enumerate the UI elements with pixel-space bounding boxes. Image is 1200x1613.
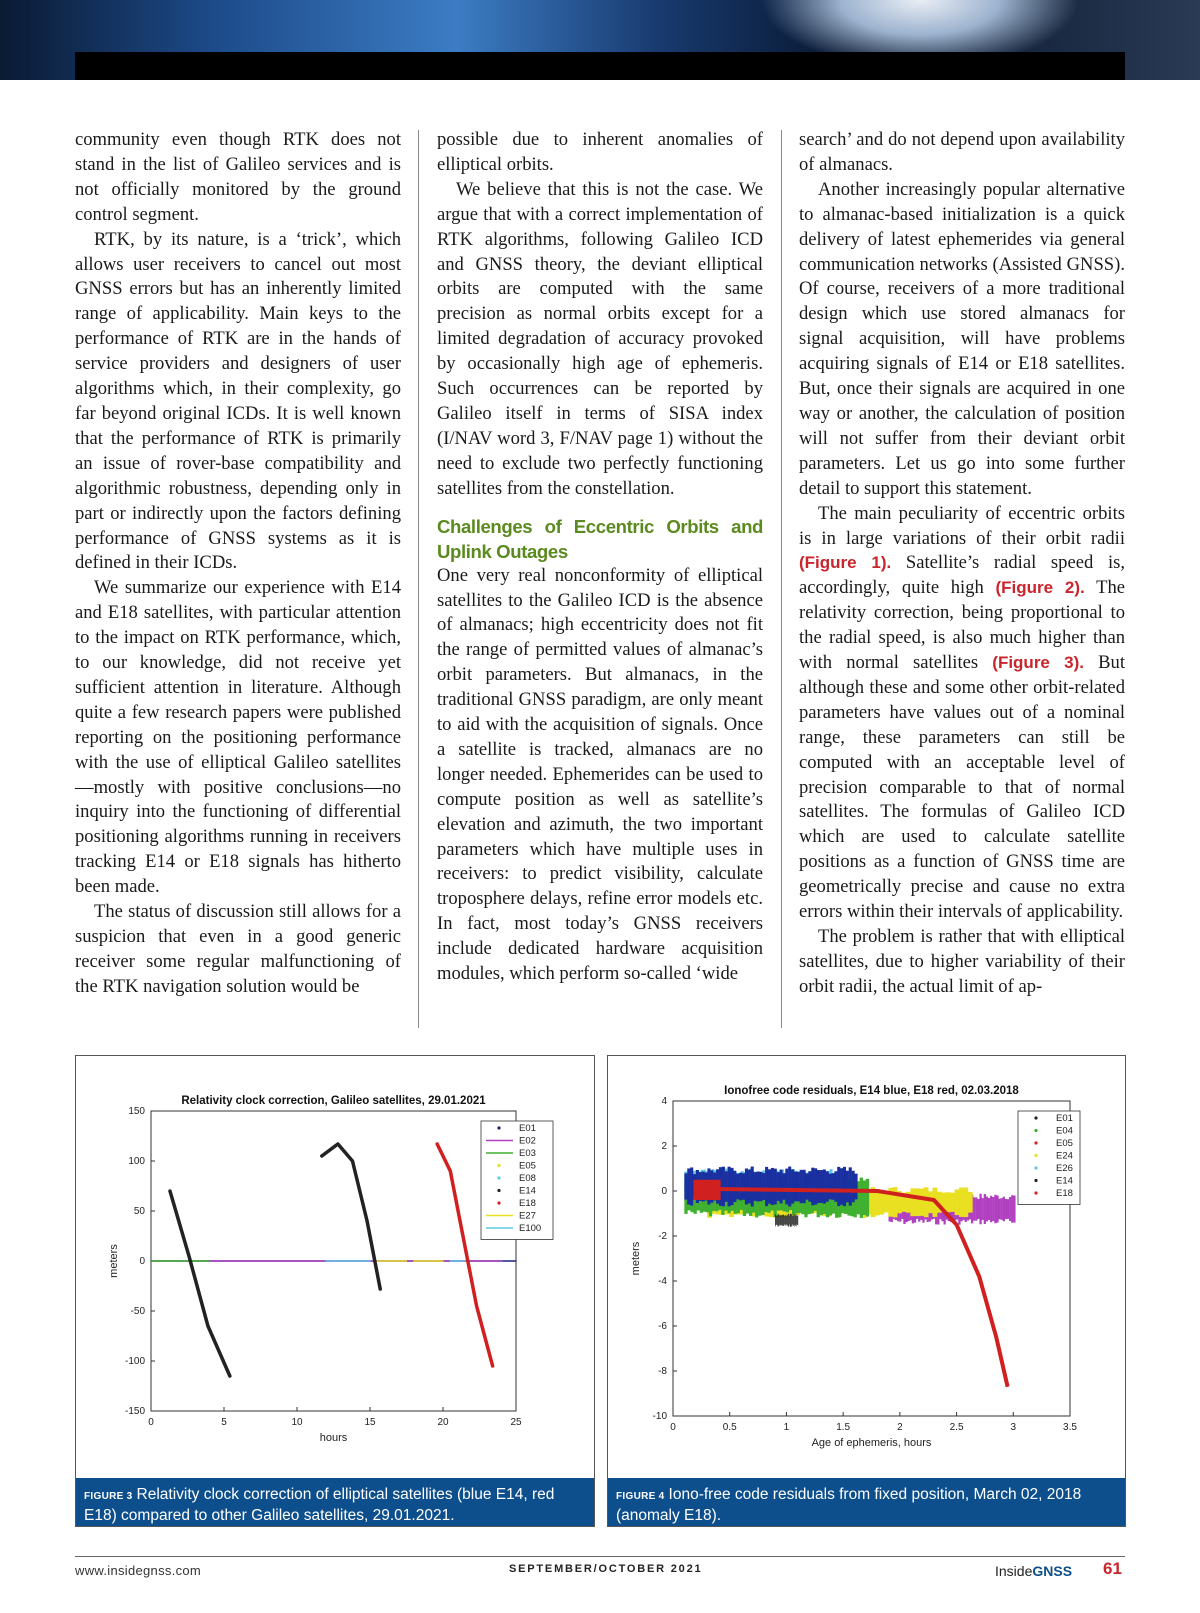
scatter-bar-E24 bbox=[959, 1188, 964, 1217]
figure-4-caption bbox=[608, 1478, 1125, 1526]
y-tick-label: -4 bbox=[658, 1276, 667, 1287]
brand-prefix: Inside bbox=[995, 1563, 1033, 1579]
scatter-bar-E02 bbox=[998, 1199, 1000, 1220]
scatter-bar-E14 bbox=[751, 1167, 754, 1207]
scatter-bar-E14 bbox=[765, 1167, 768, 1206]
scatter-bar-E14 bbox=[774, 1169, 777, 1205]
figure-4 bbox=[607, 1055, 1126, 1527]
scatter-bar-E02 bbox=[990, 1196, 992, 1222]
brand-suffix: GNSS bbox=[1032, 1563, 1073, 1579]
scatter-bar-E14 bbox=[788, 1167, 791, 1207]
scatter-bar-E02 bbox=[992, 1197, 994, 1221]
caption-text: Relativity clock correction of elliptical satellites (blue E14, red E18) compared to other Galileo satellites, 29.01.2021. bbox=[84, 1486, 555, 1524]
y-axis-label: meters bbox=[630, 1241, 642, 1276]
scatter-bar-E14 bbox=[794, 1172, 797, 1202]
x-tick-label: 2.5 bbox=[949, 1422, 964, 1433]
y-tick-label: 2 bbox=[661, 1141, 667, 1152]
scatter-bar-E24 bbox=[915, 1188, 920, 1216]
x-tick-label: 1.5 bbox=[836, 1422, 851, 1433]
y-tick-label: 0 bbox=[139, 1256, 145, 1267]
scatter-bar-E02 bbox=[1013, 1195, 1015, 1222]
scatter-bar-E14 bbox=[690, 1167, 693, 1205]
figure-3-link[interactable]: (Figure 3). bbox=[992, 653, 1084, 673]
x-axis-label: Age of ephemeris, hours bbox=[811, 1437, 932, 1449]
column-divider bbox=[781, 130, 782, 1028]
caption-text: Iono-free code residuals from fixed position, March 02, 2018 (anomaly E18). bbox=[616, 1486, 1082, 1524]
scatter-bar-E02 bbox=[1011, 1195, 1013, 1222]
scatter-bar-E02 bbox=[984, 1194, 986, 1224]
figure-label: FIGURE 4 bbox=[616, 1491, 665, 1502]
scatter-bar-E02 bbox=[1007, 1199, 1009, 1219]
scatter-bar-E14 bbox=[808, 1171, 811, 1202]
x-tick-label: 3.5 bbox=[1063, 1422, 1077, 1433]
scatter-bar-E14 bbox=[849, 1167, 852, 1205]
x-tick-label: 1 bbox=[783, 1422, 790, 1433]
scatter-bar-E14 bbox=[725, 1171, 728, 1201]
paragraph: Another increasingly popular alternative to almanac-based initialization is a quick delivery of latest ephemerides via general communication networks (Assisted GNSS). Of course, receivers of a more traditional design which use stored almanacs for signal acquisition, will have problems acquiring signals of E14 or E18 satellites. But, once their signals are acquired in one way or another, the calculation of position will not suffer from their deviant orbit parameters. Let us go into some further detail to support this statement. bbox=[799, 178, 1125, 499]
paragraph: The problem is rather that with elliptical satellites, due to higher variability of their orbit radii, the actual limit of ap- bbox=[799, 926, 1125, 997]
scatter-bar-E14 bbox=[791, 1169, 794, 1203]
scatter-bar-E02 bbox=[986, 1197, 988, 1222]
legend-entry: E18 bbox=[1056, 1188, 1073, 1199]
scatter-bar-E14 bbox=[843, 1167, 846, 1206]
series-E18-cluster bbox=[693, 1180, 720, 1200]
scatter-bar-E14 bbox=[771, 1168, 774, 1205]
legend-entry: E01 bbox=[1056, 1113, 1073, 1124]
scatter-bar-E14 bbox=[780, 1170, 783, 1204]
legend-entry: E27 bbox=[519, 1210, 536, 1222]
scatter-bar-E24 bbox=[968, 1192, 973, 1213]
scatter-bar-E14 bbox=[742, 1173, 745, 1199]
legend-entry: E05 bbox=[1056, 1138, 1073, 1149]
y-tick-label: -8 bbox=[658, 1366, 667, 1377]
scatter-bar-E14 bbox=[739, 1173, 742, 1201]
text-run: But although these and some other orbit-related parameters have values out of a nominal range, these parameters can still be computed with an acceptable level of precision comparable to that of normal satellites. The formulas of Galileo ICD which are used to calculate satellite positions as a function of GNSS time are geometrically precise and cause no extra errors within their intervals of applicability. bbox=[799, 652, 1126, 923]
x-tick-label: 10 bbox=[291, 1417, 303, 1428]
paragraph: We believe that this is not the case. We argue that with a correct implementation of RTK algorithms, following Galileo ICD and GNSS theory, the deviant elliptical orbits are computed with the same precision as normal orbits except for a limited degradation of accuracy provoked by occasionally high age of ephemeris. Such occurrences can be reported by Galileo itself in terms of SISA index (I/NAV word 3, F/NAV page 1) without the need to exclude two perfectly functioning satellites from the constellation. bbox=[437, 178, 763, 499]
iono-free-residuals-chart bbox=[608, 1056, 1125, 1476]
text-run: The relativity correction, being proportional to the radial speed, is also much higher than with normal satellites bbox=[799, 577, 1126, 674]
scatter-bar-E24 bbox=[963, 1187, 968, 1217]
paragraph: We summarize our experience with E14 and E18 satellites, with particular attention to the impact on RTK performance, which, to our knowledge, did not receive yet sufficient attention in literature. Although quite a few research papers were published reporting on the positioning performance with the use of elliptical Galileo satellites—mostly with positive conclusions—no inquiry into the functioning of differential positioning algorithms running in receivers tracking E14 or E18 signals has hitherto been made. bbox=[75, 577, 401, 898]
scatter-bar-E14 bbox=[797, 1172, 800, 1202]
y-tick-label: -50 bbox=[130, 1306, 145, 1317]
figure-1-link[interactable]: (Figure 1). bbox=[799, 553, 892, 573]
scatter-bar-E14 bbox=[745, 1168, 748, 1204]
x-tick-label: 15 bbox=[364, 1417, 376, 1428]
scatter-bar-E24 bbox=[924, 1187, 929, 1217]
scatter-bar-E24 bbox=[928, 1191, 933, 1213]
relativity-correction-chart bbox=[76, 1056, 594, 1476]
scatter-bar-E02 bbox=[975, 1197, 977, 1220]
paragraph: One very real nonconformity of elliptical satellites to the Galileo ICD is the absence of almanacs; high eccentricity does not fit the range of permitted values of almanac’s orbit parameters. But almanacs, in the traditional GNSS paradigm, are only meant to aid with the acquisition of signals. Once a satellite is tracked, almanacs are no longer needed. Ephemerides can be used to compute position as well as satellite’s elevation and azimuth, the two important parameters which have multiple uses in receivers: to predict visibility, calculate troposphere delays, refine error models etc. In fact, most today’s GNSS receivers include dedicated hardware acquisition modules, which perform so-called ‘wide bbox=[437, 564, 763, 985]
figure-label: FIGURE 3 bbox=[84, 1491, 133, 1502]
scatter-bar-E24 bbox=[946, 1192, 951, 1212]
scatter-bar-E14 bbox=[846, 1171, 849, 1203]
scatter-bar-E14 bbox=[800, 1170, 803, 1203]
scatter-bar-E24 bbox=[884, 1192, 889, 1212]
figure-3 bbox=[75, 1055, 595, 1527]
scatter-bar-E14 bbox=[837, 1167, 840, 1206]
x-tick-label: 0 bbox=[148, 1417, 154, 1428]
x-tick-label: 0.5 bbox=[722, 1422, 737, 1433]
scatter-bar-E14 bbox=[834, 1171, 837, 1201]
x-tick-label: 5 bbox=[221, 1417, 227, 1428]
scatter-bar-E02 bbox=[1009, 1197, 1011, 1221]
article-column-3 bbox=[799, 128, 1125, 1000]
text-run: The main peculiarity of eccentric orbits is in large variations of their orbit radii bbox=[799, 502, 1125, 549]
x-tick-label: 20 bbox=[437, 1417, 449, 1428]
figure-2-link[interactable]: (Figure 2). bbox=[995, 578, 1085, 598]
legend-swatch bbox=[497, 1176, 500, 1179]
legend-entry: E04 bbox=[1056, 1125, 1073, 1137]
y-tick-label: 4 bbox=[661, 1096, 667, 1107]
scatter-bar-E14 bbox=[829, 1174, 832, 1200]
paragraph: search’ and do not depend upon availability of almanacs. bbox=[799, 129, 1125, 175]
scatter-bar-E14 bbox=[687, 1168, 690, 1204]
scatter-bar-E14 bbox=[831, 1173, 834, 1200]
y-tick-label: 150 bbox=[128, 1106, 145, 1117]
chart-title: Ionofree code residuals, E14 blue, E18 red, 02.03.2018 bbox=[724, 1085, 1019, 1097]
figure-3-caption bbox=[76, 1478, 594, 1526]
article-column-1 bbox=[75, 128, 401, 1000]
legend-entry: E24 bbox=[1056, 1150, 1073, 1162]
scatter-bar-E14 bbox=[777, 1172, 780, 1201]
scatter-bar-E14 bbox=[722, 1167, 725, 1207]
legend-entry: E08 bbox=[519, 1173, 536, 1184]
header-banner bbox=[0, 0, 1200, 80]
scatter-bar-E14 bbox=[768, 1169, 771, 1203]
paragraph: The status of discussion still allows for a suspicion that even in a good generic receiver some regular malfunctioning of the RTK navigation solution would be bbox=[75, 901, 401, 997]
y-tick-label: -150 bbox=[124, 1406, 145, 1417]
scatter-bar-E14 bbox=[730, 1168, 733, 1205]
legend-entry: E14 bbox=[1056, 1175, 1073, 1187]
y-tick-label: 100 bbox=[128, 1156, 145, 1167]
y-axis-label: meters bbox=[108, 1244, 120, 1278]
legend-entry: E26 bbox=[1056, 1163, 1073, 1174]
scatter-bar-E02 bbox=[977, 1199, 979, 1219]
x-tick-label: 3 bbox=[1010, 1422, 1017, 1433]
scatter-bar-E14 bbox=[754, 1172, 757, 1201]
scatter-bar-E04 bbox=[863, 1180, 866, 1215]
legend-box bbox=[481, 1121, 553, 1240]
legend-swatch bbox=[1034, 1191, 1037, 1194]
scatter-bar-E14 bbox=[811, 1168, 814, 1206]
legend-swatch bbox=[497, 1189, 500, 1192]
legend-swatch bbox=[1034, 1116, 1037, 1119]
y-tick-label: -100 bbox=[124, 1356, 145, 1367]
scatter-bar-E04 bbox=[860, 1178, 863, 1218]
y-tick-label: -10 bbox=[652, 1411, 667, 1422]
legend-entry: E01 bbox=[519, 1123, 536, 1134]
scatter-bar-E02 bbox=[1005, 1199, 1007, 1219]
scatter-bar-E04 bbox=[866, 1179, 869, 1217]
legend-entry: E100 bbox=[519, 1223, 542, 1234]
legend-swatch bbox=[1034, 1154, 1037, 1157]
paragraph bbox=[799, 502, 1125, 925]
y-tick-label: -2 bbox=[658, 1231, 667, 1242]
scatter-bar-E14 bbox=[785, 1169, 788, 1205]
y-tick-label: 50 bbox=[133, 1206, 145, 1217]
scatter-bar-E02 bbox=[973, 1197, 975, 1220]
scatter-bar-E14 bbox=[817, 1170, 820, 1203]
legend-swatch bbox=[497, 1126, 500, 1129]
footer-brand-logo bbox=[995, 1563, 1072, 1579]
scatter-bar-E14 bbox=[756, 1171, 759, 1201]
legend-swatch bbox=[497, 1164, 500, 1167]
legend-entry: E02 bbox=[519, 1135, 536, 1147]
scatter-bar-E14 bbox=[840, 1168, 843, 1205]
legend-swatch bbox=[1034, 1129, 1037, 1132]
scatter-bar-E14 bbox=[759, 1172, 762, 1201]
scatter-bar-E02 bbox=[982, 1198, 984, 1220]
scatter-bar-E14 bbox=[803, 1170, 806, 1203]
footer-website-link[interactable]: www.insidegnss.com bbox=[75, 1563, 202, 1578]
plot-area bbox=[673, 1101, 1070, 1416]
legend-swatch bbox=[1034, 1179, 1037, 1182]
footer-issue-date: SEPTEMBER/OCTOBER 2021 bbox=[509, 1563, 703, 1575]
scatter-bar-E14 bbox=[854, 1174, 857, 1200]
x-tick-label: 25 bbox=[510, 1417, 522, 1428]
scatter-bar-E14 bbox=[782, 1173, 785, 1199]
scatter-bar-E02 bbox=[1001, 1198, 1003, 1220]
scatter-bar-E14 bbox=[814, 1168, 817, 1204]
y-tick-label: 0 bbox=[661, 1186, 667, 1197]
section-heading: Challenges of Eccentric Orbits and Uplink Outages bbox=[437, 515, 763, 562]
scatter-bar-E14 bbox=[728, 1167, 731, 1207]
paragraph: community even though RTK does not stand in the list of Galileo services and is not officially monitored by the ground control segment. bbox=[75, 129, 401, 225]
scatter-bar-E24 bbox=[950, 1193, 955, 1212]
header-black-bar bbox=[75, 52, 1125, 80]
scatter-bar-E14 bbox=[762, 1173, 765, 1200]
scatter-bar-E02 bbox=[979, 1194, 981, 1225]
scatter-bar-E02 bbox=[994, 1195, 996, 1223]
scatter-bar-E14 bbox=[733, 1171, 736, 1202]
legend-entry: E05 bbox=[519, 1160, 536, 1172]
scatter-bar-E14 bbox=[826, 1171, 829, 1202]
scatter-bar-E24 bbox=[919, 1189, 924, 1216]
paragraph: possible due to inherent anomalies of elliptical orbits. bbox=[437, 129, 763, 175]
legend-swatch bbox=[497, 1201, 500, 1204]
x-axis-label: hours bbox=[319, 1432, 348, 1444]
legend-swatch bbox=[1034, 1166, 1037, 1169]
scatter-bar-E14 bbox=[736, 1174, 739, 1200]
x-tick-label: 2 bbox=[897, 1422, 903, 1433]
scatter-bar-E14 bbox=[805, 1173, 808, 1199]
legend-swatch bbox=[1034, 1141, 1037, 1144]
scatter-bar-E14 bbox=[852, 1171, 855, 1202]
scatter-bar-E14 bbox=[820, 1170, 823, 1203]
scatter-bar-E02 bbox=[996, 1195, 998, 1222]
scatter-bar-E02 bbox=[988, 1198, 990, 1220]
y-tick-label: -6 bbox=[658, 1321, 667, 1332]
footer-divider bbox=[75, 1556, 1125, 1557]
legend-entry: E18 bbox=[519, 1198, 536, 1209]
scatter-bar-E14 bbox=[823, 1169, 826, 1203]
scatter-bar-E24 bbox=[955, 1189, 960, 1215]
text-run: Satellite’s radial speed is, accordingly, quite high bbox=[799, 552, 1125, 599]
legend-entry: E14 bbox=[519, 1185, 536, 1197]
paragraph: RTK, by its nature, is a ‘trick’, which allows user receivers to cancel out most GNSS errors but has an inherently limited range of applicability. Main keys to the performance of RTK are in the hands of service providers and designers of user algorithms which, in their complexity, go far beyond original ICDs. It is well known that the performance of RTK is primarily an issue of rover-base compatibility and algorithmic robustness, depending only in part or indirectly upon the factors defining performance of GNSS systems as it is defined in their ICDs. bbox=[75, 228, 401, 574]
column-divider bbox=[418, 130, 419, 1028]
article-column-2 bbox=[437, 128, 763, 987]
chart-title: Relativity clock correction, Galileo satellites, 29.01.2021 bbox=[181, 1095, 486, 1107]
scatter-bar-E14 bbox=[684, 1173, 687, 1199]
scatter-bar-E02 bbox=[1003, 1197, 1005, 1222]
scatter-bar-E14 bbox=[748, 1170, 751, 1204]
page-number: 61 bbox=[1103, 1559, 1122, 1578]
x-tick-label: 0 bbox=[670, 1422, 676, 1433]
scatter-bar-E24 bbox=[910, 1188, 915, 1216]
legend-entry: E03 bbox=[519, 1148, 536, 1159]
